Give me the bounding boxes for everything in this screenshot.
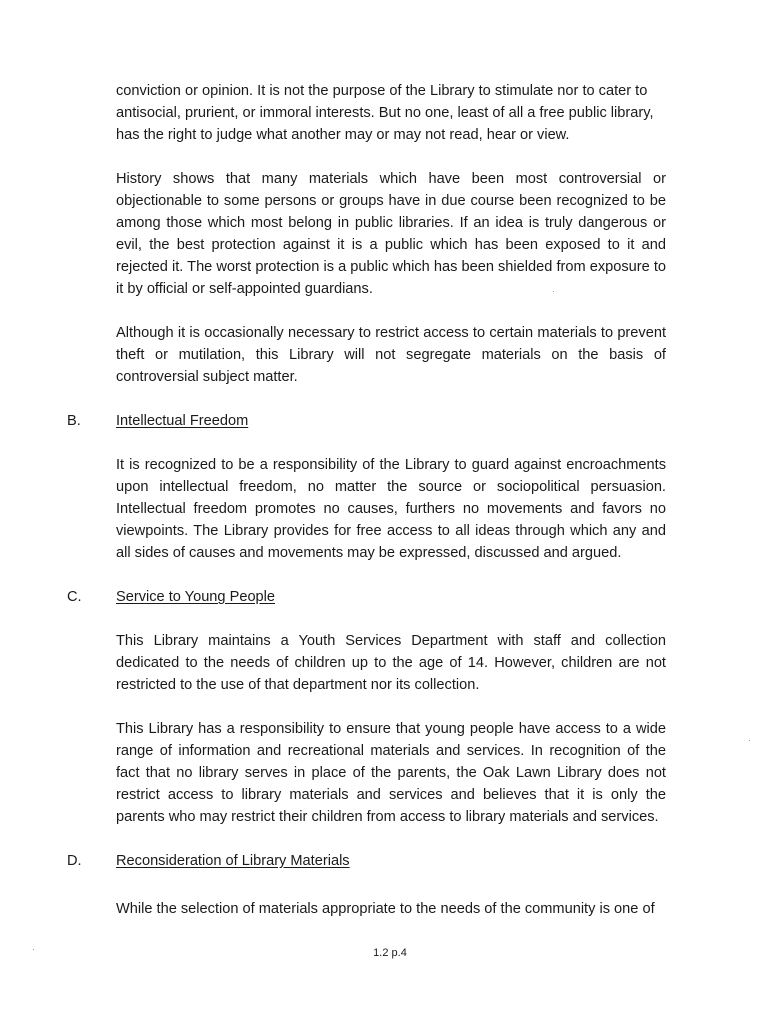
paragraph-restrict-access: Although it is occasionally necessary to restrict access to certain materials to prevent theft or mutilation, this Library will not segregate materials on the basis of controversial subject matter. <box>116 325 666 385</box>
section-d-heading <box>67 850 350 872</box>
section-b-title: Intellectual Freedom <box>116 413 249 429</box>
section-c-title: Service to Young People <box>116 589 276 605</box>
section-c-paragraph-responsibility: This Library has a responsibility to ensure that young people have access to a wide range of information and recreational materials and services. In recognition of the fact that no library serves in place of the parents, the Oak Lawn Library does not restrict access to library materials and services and believes that it is only the parents who may restrict their children from access to library materials and services. <box>116 721 666 825</box>
scan-speck: · <box>748 735 751 745</box>
scan-speck: · <box>32 944 35 954</box>
section-c-heading <box>67 586 275 608</box>
paragraph-history: History shows that many materials which have been most controversial or objectionable to some persons or groups have in due course been recognized to be among those which most belong in public libraries. If an idea is truly dangerous or evil, the best protection against it is a public which has been exposed to it and rejected it. The worst protection is a public which has been shielded from exposure to it by official or self-appointed guardians. <box>116 171 666 297</box>
section-d-letter: D. <box>67 853 82 869</box>
section-b-letter: B. <box>67 413 81 429</box>
section-c-letter: C. <box>67 589 82 605</box>
page-number: 1.2 p.4 <box>373 947 407 959</box>
section-d-title: Reconsideration of Library Materials <box>116 853 350 869</box>
section-d-paragraph: While the selection of materials appropriate to the needs of the community is one of <box>116 901 655 917</box>
section-b-heading <box>67 410 248 432</box>
section-b-paragraph: It is recognized to be a responsibility of the Library to guard against encroachments upon intellectual freedom, no matter the source or sociopolitical persuasion. Intellectual freedom promotes no causes, furthers no movements and favors no viewpoints. The Library provides for free access to all ideas through which any and all sides of causes and movements may be expressed, discussed and argued. <box>116 457 666 561</box>
section-c-paragraph-youth: This Library maintains a Youth Services Department with staff and collection dedicated to the needs of children up to the age of 14. However, children are not restricted to the use of that department nor its collection. <box>116 633 666 693</box>
scan-speck: · <box>552 286 555 296</box>
paragraph-conviction: conviction or opinion. It is not the purpose of the Library to stimulate nor to cater to antisocial, prurient, or immoral interests. But no one, least of all a free public library, has the right to judge what another may or may not read, hear or view. <box>116 83 654 143</box>
